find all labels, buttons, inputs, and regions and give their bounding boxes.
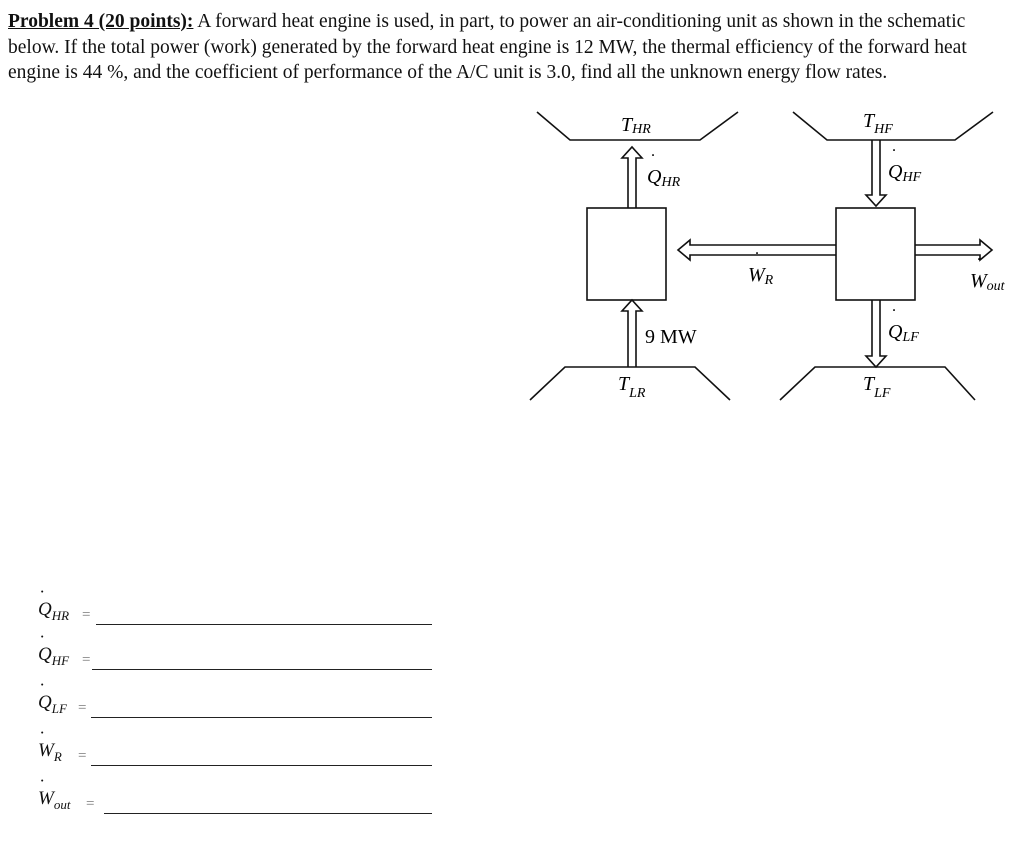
- svg-text:˙: ˙: [891, 305, 897, 325]
- label-w-out: Wout: [970, 270, 1005, 294]
- heat-engine-box: [836, 208, 915, 300]
- q-lr-arrow: [622, 300, 642, 367]
- answer-row-w-r: [38, 739, 438, 769]
- answer-row-q-lf: [38, 691, 438, 721]
- label-q-lf: QLF: [888, 321, 919, 345]
- answer-symbol: ˙ $Q_{LF}$: [38, 692, 67, 717]
- answer-blank[interactable]: [104, 813, 432, 814]
- svg-text:˙: ˙: [891, 145, 897, 165]
- problem-heading: Problem 4 (20 points):: [8, 11, 194, 32]
- answer-symbol: ˙ $Q_{HF}$: [38, 644, 69, 669]
- q-hr-arrow: [622, 147, 642, 208]
- answer-blank[interactable]: [92, 669, 432, 670]
- reservoir-thf-shape: [793, 112, 993, 140]
- equals-sign: =: [82, 607, 91, 623]
- answer-blank[interactable]: [91, 717, 432, 718]
- q-hf-arrow: [866, 140, 886, 206]
- answer-symbol: ˙ $W_{out}$: [38, 788, 70, 813]
- label-tlf: $T_{LF}$: [863, 373, 891, 401]
- equals-sign: =: [78, 748, 87, 764]
- equals-sign: =: [78, 700, 87, 716]
- answer-blank[interactable]: [96, 624, 432, 625]
- label-q-hr: QHR: [647, 166, 681, 190]
- answer-symbol: ˙ $Q_{HR}$: [38, 599, 69, 624]
- answer-symbol: ˙ $W_R$: [38, 740, 62, 765]
- answer-row-q-hf: [38, 643, 438, 673]
- equals-sign: =: [82, 652, 91, 668]
- svg-text:˙: ˙: [754, 248, 760, 268]
- svg-text:˙: ˙: [976, 254, 982, 274]
- label-thf: $T_{HF}$: [863, 110, 893, 137]
- refrigerator-box: [587, 208, 666, 300]
- answer-row-w-out: [38, 787, 438, 817]
- q-lf-arrow: [866, 300, 886, 367]
- svg-text:˙: ˙: [650, 150, 656, 170]
- problem-text: A forward heat engine is used, in part, to power an air-conditioning unit as shown in the schematic below. If the total power (work) generated by the forward heat engine is 12 MW, the thermal efficiency of the forward heat engine is 44 %, and the coefficient of performance of the A/C unit is 3.0, find all the unknown energy flow rates.: [8, 11, 967, 83]
- label-w-r: WR: [748, 264, 774, 288]
- answer-row-q-hr: [38, 598, 438, 628]
- equals-sign: =: [86, 796, 95, 812]
- label-tlr: $T_{LR}$: [618, 373, 646, 401]
- label-thr: THR: [621, 114, 651, 137]
- label-q-lr-value: 9 MW: [645, 326, 697, 348]
- label-q-hf: QHF: [888, 161, 922, 185]
- answer-blank[interactable]: [91, 765, 432, 766]
